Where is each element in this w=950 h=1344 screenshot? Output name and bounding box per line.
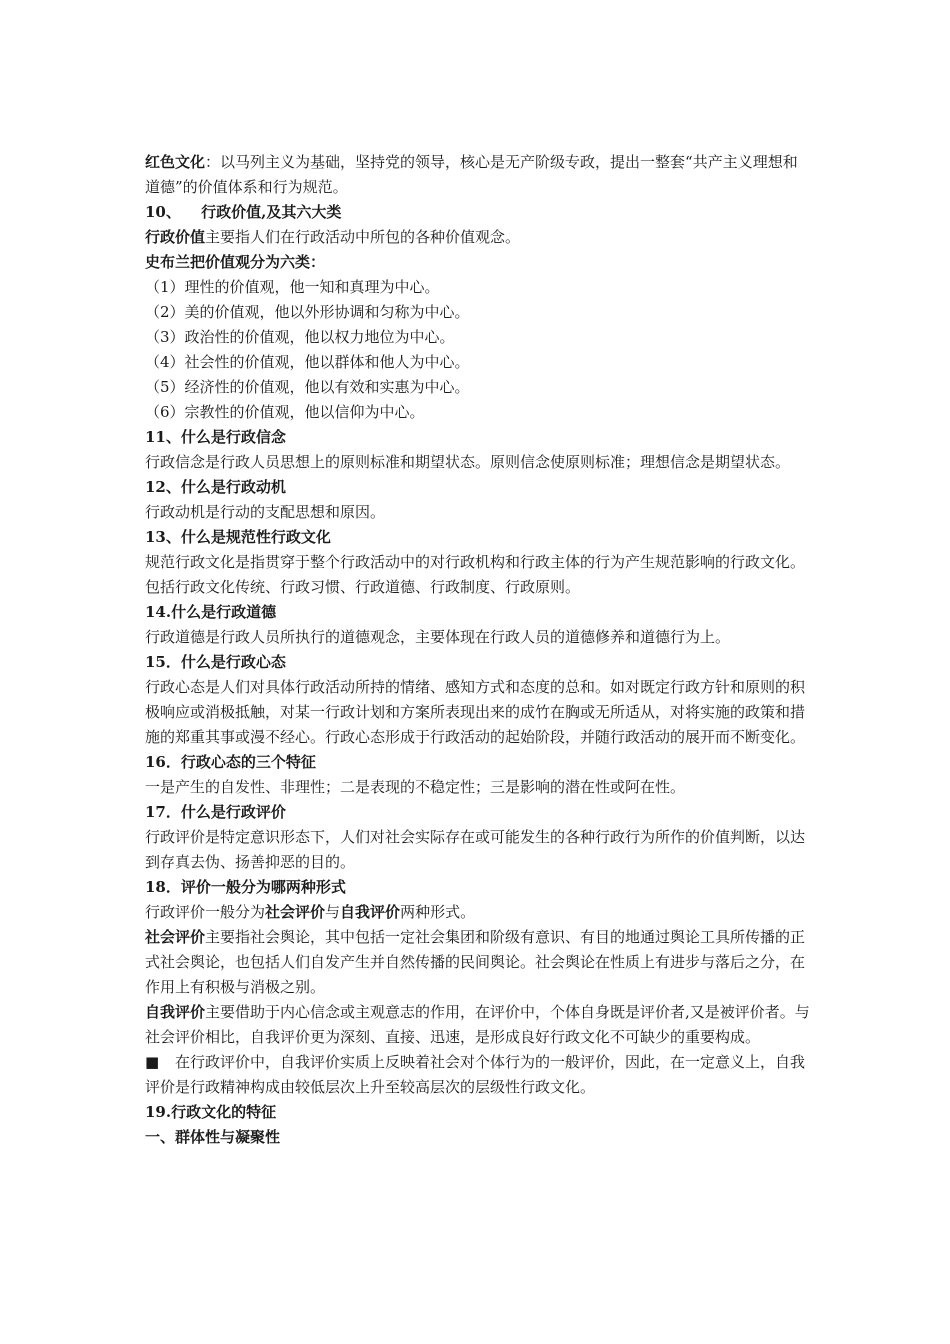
paragraph-self-eval	[145, 1000, 810, 1050]
paragraph-red-culture	[145, 150, 810, 200]
paragraph-16: 一是产生的自发性、非理性；二是表现的不稳定性；三是影响的潜在性或阿在性。	[145, 778, 686, 796]
text-self-eval: 主要借助于内心信念或主观意志的作用，在评价中，个体自身既是评价者,又是被评价者。与社会评价相比，自我评价更为深刻、直接、迅速，是形成良好行政文化不可缺少的重要构成。	[145, 1003, 810, 1046]
list-item-value-3: （3）政治性的价值观，他以权力地位为中心。	[145, 328, 455, 346]
paragraph-14: 行政道德是行政人员所执行的道德观念，主要体现在行政人员的道德修养和道德行为上。	[145, 628, 731, 646]
heading-19: 19.行政文化的特征	[145, 1103, 277, 1121]
text-admin-value: 主要指人们在行政活动中所包的各种价值观念。	[205, 228, 521, 246]
term-social-eval-def: 社会评价	[145, 928, 206, 946]
square-bullet-icon: ■	[145, 1053, 160, 1071]
term-social-eval: 社会评价	[265, 903, 326, 921]
heading-13: 13、什么是规范性行政文化	[145, 528, 331, 546]
document-page	[145, 150, 810, 1150]
heading-11: 11、什么是行政信念	[145, 428, 286, 446]
heading-spranger: 史布兰把价值观分为六类：	[145, 253, 326, 271]
heading-15: 15．什么是行政心态	[145, 653, 286, 671]
term-self-eval-def: 自我评价	[145, 1003, 206, 1021]
list-item-value-4: （4）社会性的价值观，他以群体和他人为中心。	[145, 353, 470, 371]
list-item-value-1: （1）理性的价值观，他一知和真理为中心。	[145, 278, 440, 296]
text-18-a: 行政评价一般分为	[145, 903, 266, 921]
paragraph-bullet	[145, 1050, 810, 1100]
paragraph-18	[145, 900, 810, 925]
text-18-c: 与	[325, 903, 341, 921]
list-item-value-5: （5）经济性的价值观，他以有效和实惠为中心。	[145, 378, 470, 396]
paragraph-17: 行政评价是特定意识形态下，人们对社会实际存在或可能发生的各种行政行为所作的价值判断，以达到存真去伪、扬善抑恶的目的。	[145, 828, 806, 871]
heading-19-1: 一、群体性与凝聚性	[145, 1128, 281, 1146]
text-red-culture: ：以马列主义为基础，坚持党的领导，核心是无产阶级专政，提出一整套“共产主义理想和道德”的价值体系和行为规范。	[145, 153, 798, 196]
paragraph-12: 行政动机是行动的支配思想和原因。	[145, 503, 386, 521]
heading-18: 18．评价一般分为哪两种形式	[145, 878, 346, 896]
heading-16: 16．行政心态的三个特征	[145, 753, 316, 771]
heading-12: 12、什么是行政动机	[145, 478, 286, 496]
paragraph-social-eval	[145, 925, 810, 1000]
paragraph-admin-value	[145, 225, 810, 250]
list-item-value-6: （6）宗教性的价值观，他以信仰为中心。	[145, 403, 425, 421]
heading-17: 17．什么是行政评价	[145, 803, 286, 821]
term-admin-value: 行政价值	[145, 228, 206, 246]
paragraph-13: 规范行政文化是指贯穿于整个行政活动中的对行政机构和行政主体的行为产生规范影响的行政文化。包括行政文化传统、行政习惯、行政道德、行政制度、行政原则。	[145, 553, 806, 596]
text-18-d: 两种形式。	[400, 903, 476, 921]
heading-10: 10、 行政价值,及其六大类	[145, 203, 342, 221]
term-red-culture: 红色文化	[145, 153, 206, 171]
heading-14: 14.什么是行政道德	[145, 603, 277, 621]
text-bullet: 在行政评价中，自我评价实质上反映着社会对个体行为的一般评价，因此，在一定意义上，自我评价是行政精神构成由较低层次上升至较高层次的层级性行政文化。	[145, 1053, 806, 1096]
text-social-eval: 主要指社会舆论，其中包括一定社会集团和阶级有意识、有目的地通过舆论工具所传播的正式社会舆论，也包括人们自发产生并自然传播的民间舆论。社会舆论在性质上有进步与落后之分，在作用上有积极与消极之别。	[145, 928, 806, 996]
paragraph-11: 行政信念是行政人员思想上的原则标准和期望状态。原则信念使原则标准；理想信念是期望状态。	[145, 453, 791, 471]
list-item-value-2: （2）美的价值观，他以外形协调和匀称为中心。	[145, 303, 470, 321]
paragraph-15: 行政心态是人们对具体行政活动所持的情绪、感知方式和态度的总和。如对既定行政方针和原则的积极响应或消极抵触，对某一行政计划和方案所表现出来的成竹在胸或无所适从，对将实施的政策和措施的郑重其事或漫不经心。行政心态形成于行政活动的起始阶段，并随行政活动的展开而不断变化。	[145, 678, 806, 746]
term-self-eval: 自我评价	[340, 903, 401, 921]
